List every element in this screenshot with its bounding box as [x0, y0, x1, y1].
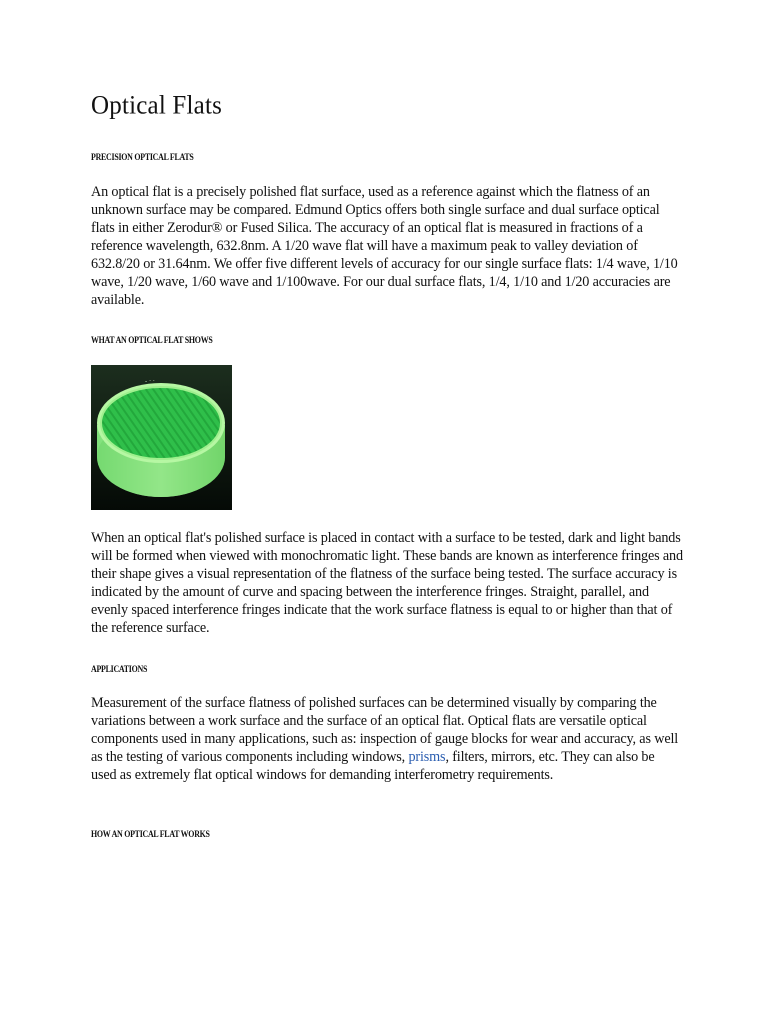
optical-flat-illustration	[91, 365, 232, 510]
section-label-precision: PRECISION OPTICAL FLATS	[91, 152, 194, 162]
paragraph-applications	[91, 694, 683, 784]
paragraph-precision: An optical flat is a precisely polished flat surface, used as a reference against which the flatness of an unknown surface may be compared. Edmund Optics offers both single surface and dual surface optical flats in either Zerodur® or Fused Silica. The accuracy of an optical flat is measured in fractions of a reference wavelength, 632.8nm. A 1/20 wave flat will have a maximum peak to valley deviation of 632.8/20 or 31.64nm. We offer five different levels of accuracy for our single surface flats: 1/4 wave, 1/10 wave, 1/20 wave, 1/60 wave and 1/100wave. For our dual surface flats, 1/4, 1/10 and 1/20 accuracies are available.	[91, 184, 678, 308]
page-title: Optical Flats	[91, 91, 223, 120]
applications-text-before: Measurement of the surface flatness of polished surfaces can be determined visually by comparing the variations between a work surface and the surface of an optical flat. Optical flats are versatile optical components used in many applications, such as: inspection of gauge blocks for wear and accuracy, as well as the testing of various components including windows,	[91, 695, 679, 765]
section-label-what-shows: WHAT AN OPTICAL FLAT SHOWS	[91, 335, 213, 345]
svg-text:- · ·: - · ·	[145, 378, 155, 385]
applications-text-after: , filters, mirrors, etc. They can also be used as extremely flat optical windows for demanding interferometry requirements.	[91, 749, 655, 783]
section-label-how-works: HOW AN OPTICAL FLAT WORKS	[91, 829, 210, 839]
section-label-applications: APPLICATIONS	[91, 664, 148, 674]
prisms-link[interactable]: prisms	[408, 749, 446, 765]
optical-flat-photo	[91, 365, 232, 510]
paragraph-what-shows: When an optical flat's polished surface is placed in contact with a surface to be tested, dark and light bands will be formed when viewed with monochromatic light. These bands are known as interference fringes and their shape gives a visual representation of the flatness of the surface being tested. The surface accuracy is indicated by the amount of curve and spacing between the interference fringes. Straight, parallel, and evenly spaced interference fringes indicate that the work surface flatness is equal to or higher than that of the reference surface.	[91, 530, 683, 636]
